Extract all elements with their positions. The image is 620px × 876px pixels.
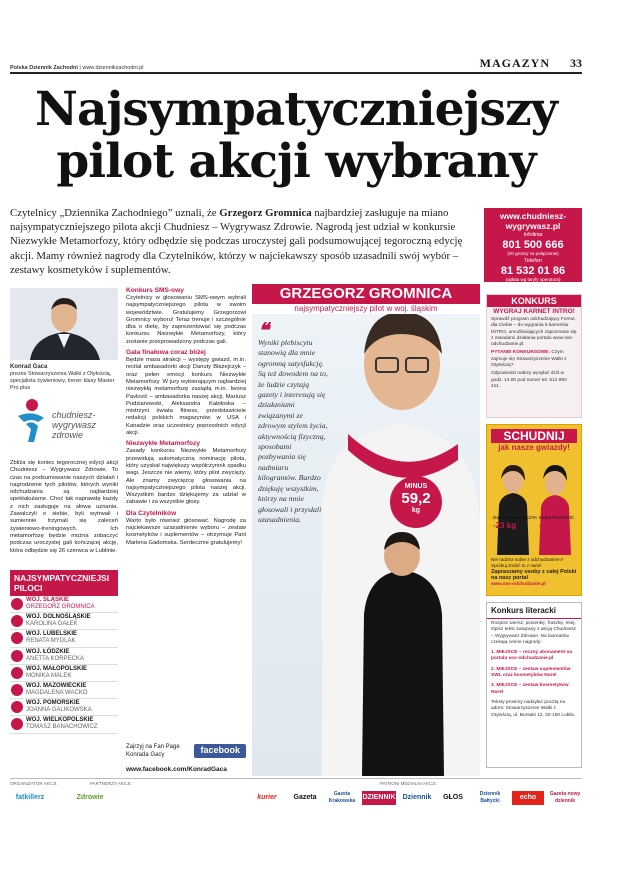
pilot-item (10, 648, 118, 665)
hero-panel (252, 284, 480, 776)
schudnij-box (486, 424, 582, 596)
minus-unit: kg (411, 507, 421, 514)
lead-part-2: najbardziej zasługuje na miano najsympatyczniejszego pilota akcji Chudniesz – Wygrywasz Zdrowie. Nagrodą jest udział w konkursie Niezwykłe Metamorfozy, który odbędzie się podczas uroczystej gali podsumowującej tegoroczną edycję akcji. Mamy również nagrody dla Czytelników, którzy w najciekawszy sposób uzasadnili swój wybór – zestawy kosmetyków i suplementów. (10, 207, 463, 276)
pilot-name: RENATA MYDLAK (26, 638, 76, 645)
star-2-value: -18 kg (539, 521, 563, 530)
pilot-region: WOJ. ŁÓDZKIE (26, 648, 70, 655)
partner-logo: Gazeta Krakowska (328, 791, 356, 804)
lit-prize-1-text: 1. MIEJSCE – roczny abonament na portalu sos-odchudzanie.pl (491, 650, 573, 662)
konkurs-subtitle: WYGRAJ KARNET INTRO! (493, 308, 575, 315)
pilot-avatar-icon (11, 632, 23, 644)
headline-line-1: Najsympatyczniejszy (35, 82, 557, 137)
gala-heading: Gala finałowa coraz bliżej (126, 349, 206, 357)
running-figure-icon (10, 396, 50, 446)
pilot-name: MONIKA MALEK (26, 672, 72, 679)
star-1-value: -23 kg (493, 521, 517, 530)
readers-heading: Dla Czytelników (126, 509, 177, 517)
quote-mark-icon: ❝ (258, 320, 269, 342)
readers-text: Warto było również głosować. Nagrodę za najciekawsze uzasadnienie wyboru – zestaw kosmetyków i suplementów – otrzymuje Pani Marlena Gadomska. Serdecznie gratulujemy! (126, 517, 246, 546)
pilot-region: WOJ. MAZOWIECKIE (26, 683, 87, 690)
campaign-logo-line-1: chudniesz- (52, 410, 96, 420)
hero-subtitle: najsympatyczniejszy pilot w woj. śląskim (252, 304, 480, 314)
pilot-avatar-icon (11, 667, 23, 679)
organizer-label: ORGANIZATOR AKCJI: (10, 781, 58, 786)
pilots-title-1: NAJSYMPATYCZNIEJSI (14, 573, 110, 583)
facebook-logo-icon: facebook (194, 744, 246, 758)
pilots-header (10, 570, 118, 596)
lead-part-1: Czytelnicy „Dziennika Zachodniego” uznali, że (10, 207, 220, 219)
pilot-name: TOMASZ BANACHOWICZ (26, 724, 98, 731)
lead-paragraph (10, 206, 480, 277)
star-1-name: Danuta BŁAŻEJCZYK (493, 515, 538, 520)
schudnij-q1: Nie radzisz sobie z odchudzaniem? Spróbuj zrobić to z nami! (491, 557, 564, 568)
infobox-url[interactable]: www.chudniesz-wygrywasz.pl (499, 211, 567, 231)
pilot-name: ANETTA KORPECKA (26, 655, 84, 662)
contact-infobox (484, 208, 582, 282)
pilot-item (10, 630, 118, 647)
fb-text-1: Zajrzyj na Fan Page (126, 744, 180, 750)
partner-logo: Dziennik (402, 794, 432, 801)
source-url[interactable]: www.dziennikzachodni.pl (82, 65, 144, 71)
pilot-avatar-icon (11, 650, 23, 662)
partner-logo: Gazeta nowy dziennik (549, 791, 581, 804)
pilot-name: MAGDALENA WACKO (26, 690, 88, 697)
konkurs-box (486, 294, 582, 418)
facebook-box (126, 744, 246, 774)
infolinia-number: 801 500 666 (502, 239, 564, 251)
pilot-avatar-icon (11, 615, 23, 627)
fb-text-2: Konrada Gacy (126, 751, 165, 758)
pilot-item (10, 682, 118, 699)
campaign-logo-text (52, 410, 96, 440)
pilot-item (10, 699, 118, 716)
metamorfozy-text: Zasady konkursu Niezwykłe Metamorfozy przewidują automatyczną nominację pilota, który uzyskał największy współczynnik spadku wagi. Jeszcze nie wiemy, który pilot zwycięży. Ale znamy zwycięzcę głosowania na najsympatyczniejszego pilota naszej akcji. Wszystkim bardzo dziękujemy za udział w zabawie i za wszystkie głosy. (126, 448, 246, 506)
partner-logo: DZIENNIK (362, 791, 396, 805)
pilot-name: JOANNA GALIKOWSKA (26, 707, 92, 714)
media-patrons-label: PATRONI MEDIALNI AKCJI: (380, 781, 437, 786)
two-women-icon (491, 459, 577, 555)
campaign-logo-line-2: wygrywasz (52, 420, 97, 430)
tel-note: (opłata wg taryfy operatora) (505, 277, 561, 282)
sms-heading: Konkurs SMS-owy (126, 287, 184, 294)
tel-number: 81 532 01 86 (500, 265, 566, 277)
weight-loss-badge (390, 476, 442, 528)
partner-logo: Gazeta (293, 794, 317, 801)
section-name: MAGAZYN (479, 56, 550, 70)
pilot-item (10, 665, 118, 682)
partners-label: PARTNERZY AKCJI: (90, 781, 132, 786)
konkurs-footer: Odpowiedzi należy wysyłać dziś w godz. 14.00 pod numer tel. 512 890 411. (491, 371, 567, 389)
pilot-name: GRZEGORZ GROMNICA (26, 604, 95, 611)
partner-logo: echo (512, 791, 544, 805)
minus-value: 59,2 (401, 490, 431, 507)
man-in-suit-icon (10, 288, 118, 360)
pilot-region: WOJ. ŚLĄSKIE (26, 597, 70, 604)
pilot-avatar-icon (11, 718, 23, 730)
middle-column (126, 284, 246, 549)
konkurs-q-label: PYTANIE KONKURSOWE: (491, 350, 551, 356)
intro-text: Zbliża się koniec tegorocznej edycji akcji Chudniesz – Wygrywasz Zdrowie. To czas na podsumowanie naszych działań i nagrodzenie tych pilotów, których wyniki odchudzania są najbardziej spektakularne. Choć tak naprawdę każdy z nich zasługuje na słowa uznania. Zawalczyli o siebie, byli wytrwali i sumiennie trzymali się zaleceń żywieniowo-treningowych. Ich metamorfozę będzie można zobaczyć podczas uroczystej gali kończącej akcję, która odbędzie się 26 czerwca w Lublinie. (10, 460, 118, 554)
pilot-region: WOJ. POMORSKIE (26, 700, 80, 707)
pilots-box (10, 570, 118, 786)
star-2-tag (539, 515, 574, 530)
lit-prize-1 (487, 648, 581, 665)
portrait-photo (10, 288, 118, 360)
lit-prize-3 (487, 681, 581, 698)
headline (10, 84, 582, 188)
pilots-title-2: PILOCI (14, 583, 43, 593)
pilot-avatar-icon (11, 684, 23, 696)
pilot-region: WOJ. WIELKOPOLSKIE (26, 717, 94, 724)
lead-name: Grzegorz Gromnica (219, 207, 312, 219)
lit-intro: Rozpisz wiersz, piosenkę, fraszkę, esej. Opisz tekst związany z akcją Chudniesz – Wygrywasz Zdrowie. Na laureatów czekają cenne nagrody: (491, 621, 577, 645)
portrait-role: prezes Stowarzyszenia Walki z Otyłością, specjalista żywieniowy, trener klasy Master Pro plus (10, 371, 115, 391)
portrait-caption (10, 364, 118, 392)
gala-text: Będzie masa atrakcji – występy gwiazd, m.in. recital ambasadorki akcji Danuty Błażejczyk – oraz pełen emocji konkurs Niezwykłe Metamorfozy. W jury wybierającym najbardziej niezwykłą metamorfozę zasiądą m.in. Iwona Pavlović – ambasadorka naszej akcji, Mariusz Pudzianowski, Aleksandra Kabiłoska – mistrzyni świata fitness, przedstawiciele redakcji polskich magazynów w USA i Kanadzie oraz uczestnicy poprzednich edycji akcji. (126, 357, 246, 437)
konkurs-question (487, 349, 581, 370)
schudnij-title: SCHUDNIJ (491, 429, 577, 443)
hero-name: GRZEGORZ GROMNICA (252, 284, 480, 304)
partners-strip (10, 778, 582, 808)
konkurs-body: Sprawdź program odchudzający Forma dla Ciebie – do wygrania 5 karnetów INTRO, umożliwiających zapoznanie się z zasadami działania portalu www.sos-odchudzanie.pl. (491, 317, 577, 348)
star-2-name: Iwona PAVLOVIĆ (539, 515, 575, 520)
pilot-region: WOJ. DOLNOŚLĄSKIE (26, 614, 91, 621)
facebook-url[interactable]: www.facebook.com/KonradGaca (126, 766, 227, 773)
konkurs-q-text: Czym zajmuje się Stowarzyszenie Walki z Otyłością? (491, 350, 567, 369)
infolinia-note: (20 groszy za połączenie) (507, 251, 559, 256)
portrait-name: Konrad Gaca (10, 364, 48, 370)
pilot-item (10, 596, 118, 613)
konkurs-title: KONKURS (487, 295, 581, 307)
schudnij-q2: Zapraszamy osoby z całej Polski na nasz portal (491, 569, 577, 581)
pilot-avatar-icon (11, 598, 23, 610)
tel-label: Telefon (524, 258, 542, 264)
headline-line-2: pilot akcji wybrany (56, 134, 536, 189)
partner-logo: GŁOS (443, 794, 463, 801)
partner-logo: fatkillerz (15, 794, 45, 801)
partner-logo: kurier (257, 794, 277, 801)
lit-title: Konkurs literacki (487, 603, 581, 619)
campaign-logo-line-3: zdrowie (52, 430, 84, 440)
lit-footer: Teksty prosimy nadsyłać pocztą na adres: Stowarzyszenie Walki z Otyłością, ul. Bursaki 12, 20-150 Lublin. (491, 699, 576, 718)
schudnij-text (491, 557, 577, 587)
minus-label: MINUS (404, 483, 428, 490)
pilot-item (10, 613, 118, 630)
pilot-region: WOJ. MAŁOPOLSKIE (26, 665, 88, 672)
page-header (10, 58, 582, 74)
sms-text: Czytelnicy w głosowaniu SMS-owym wybrali najsympatyczniejszego pilota w swoim województwie. Gratulujemy Grzegorzowi Gromnicy wyboru! Teraz trenuje i szczególnie dba o dietę, by zaprezentować się podczas konkursu Niezwykłe Metamorfozy, który zostanie przeprowadzony podczas gali. (126, 295, 246, 345)
star-1-tag (493, 515, 537, 530)
pilot-item (10, 716, 118, 733)
metamorfozy-heading: Niezwykłe Metamorfozy (126, 440, 201, 448)
page-number: 33 (570, 56, 582, 70)
pilot-name: KAROLINA GAŁEK (26, 621, 78, 628)
source-line: Polska Dziennik Zachodni | www.dziennikzachodni.pl (10, 65, 144, 71)
pilot-region: WOJ. LUBELSKIE (26, 631, 78, 638)
hero-quote-text: Wyniki plebiscytu stanowią dla mnie ogromną satysfakcję. Są też dowodem na to, że ludzie czytają gazety i interesują się działaniami związanymi ze zdrowym stylem życia, aktywnością fizyczną, sposobami pozbywania się nadmiaru kilogramów. Bardzo dziękuję wszystkim, którzy na mnie głosowali i przysłali uzasadnienia. (258, 338, 328, 524)
lit-prize-2-text: 2. MIEJSCE – zestaw suplementów SWL oraz kosmetyków Norel (491, 666, 571, 679)
lit-prize-2 (487, 665, 581, 682)
partner-logo: Zdrowie (76, 794, 104, 801)
source-name: Polska Dziennik Zachodni (10, 65, 78, 71)
literary-contest-box (486, 602, 582, 768)
pilot-avatar-icon (11, 701, 23, 713)
lit-prize-3-text: 3. MIEJSCE – zestaw kosmetyków Norel (491, 683, 569, 695)
hero-quote (258, 320, 328, 525)
schudnij-url[interactable]: www.sos-odchudzanie.pl (491, 581, 546, 586)
infolinia-label: Infolinia (523, 232, 543, 238)
schudnij-subtitle: jak nasze gwiazdy! (498, 443, 570, 452)
partner-logo: Dziennik Bałtycki (479, 791, 501, 804)
